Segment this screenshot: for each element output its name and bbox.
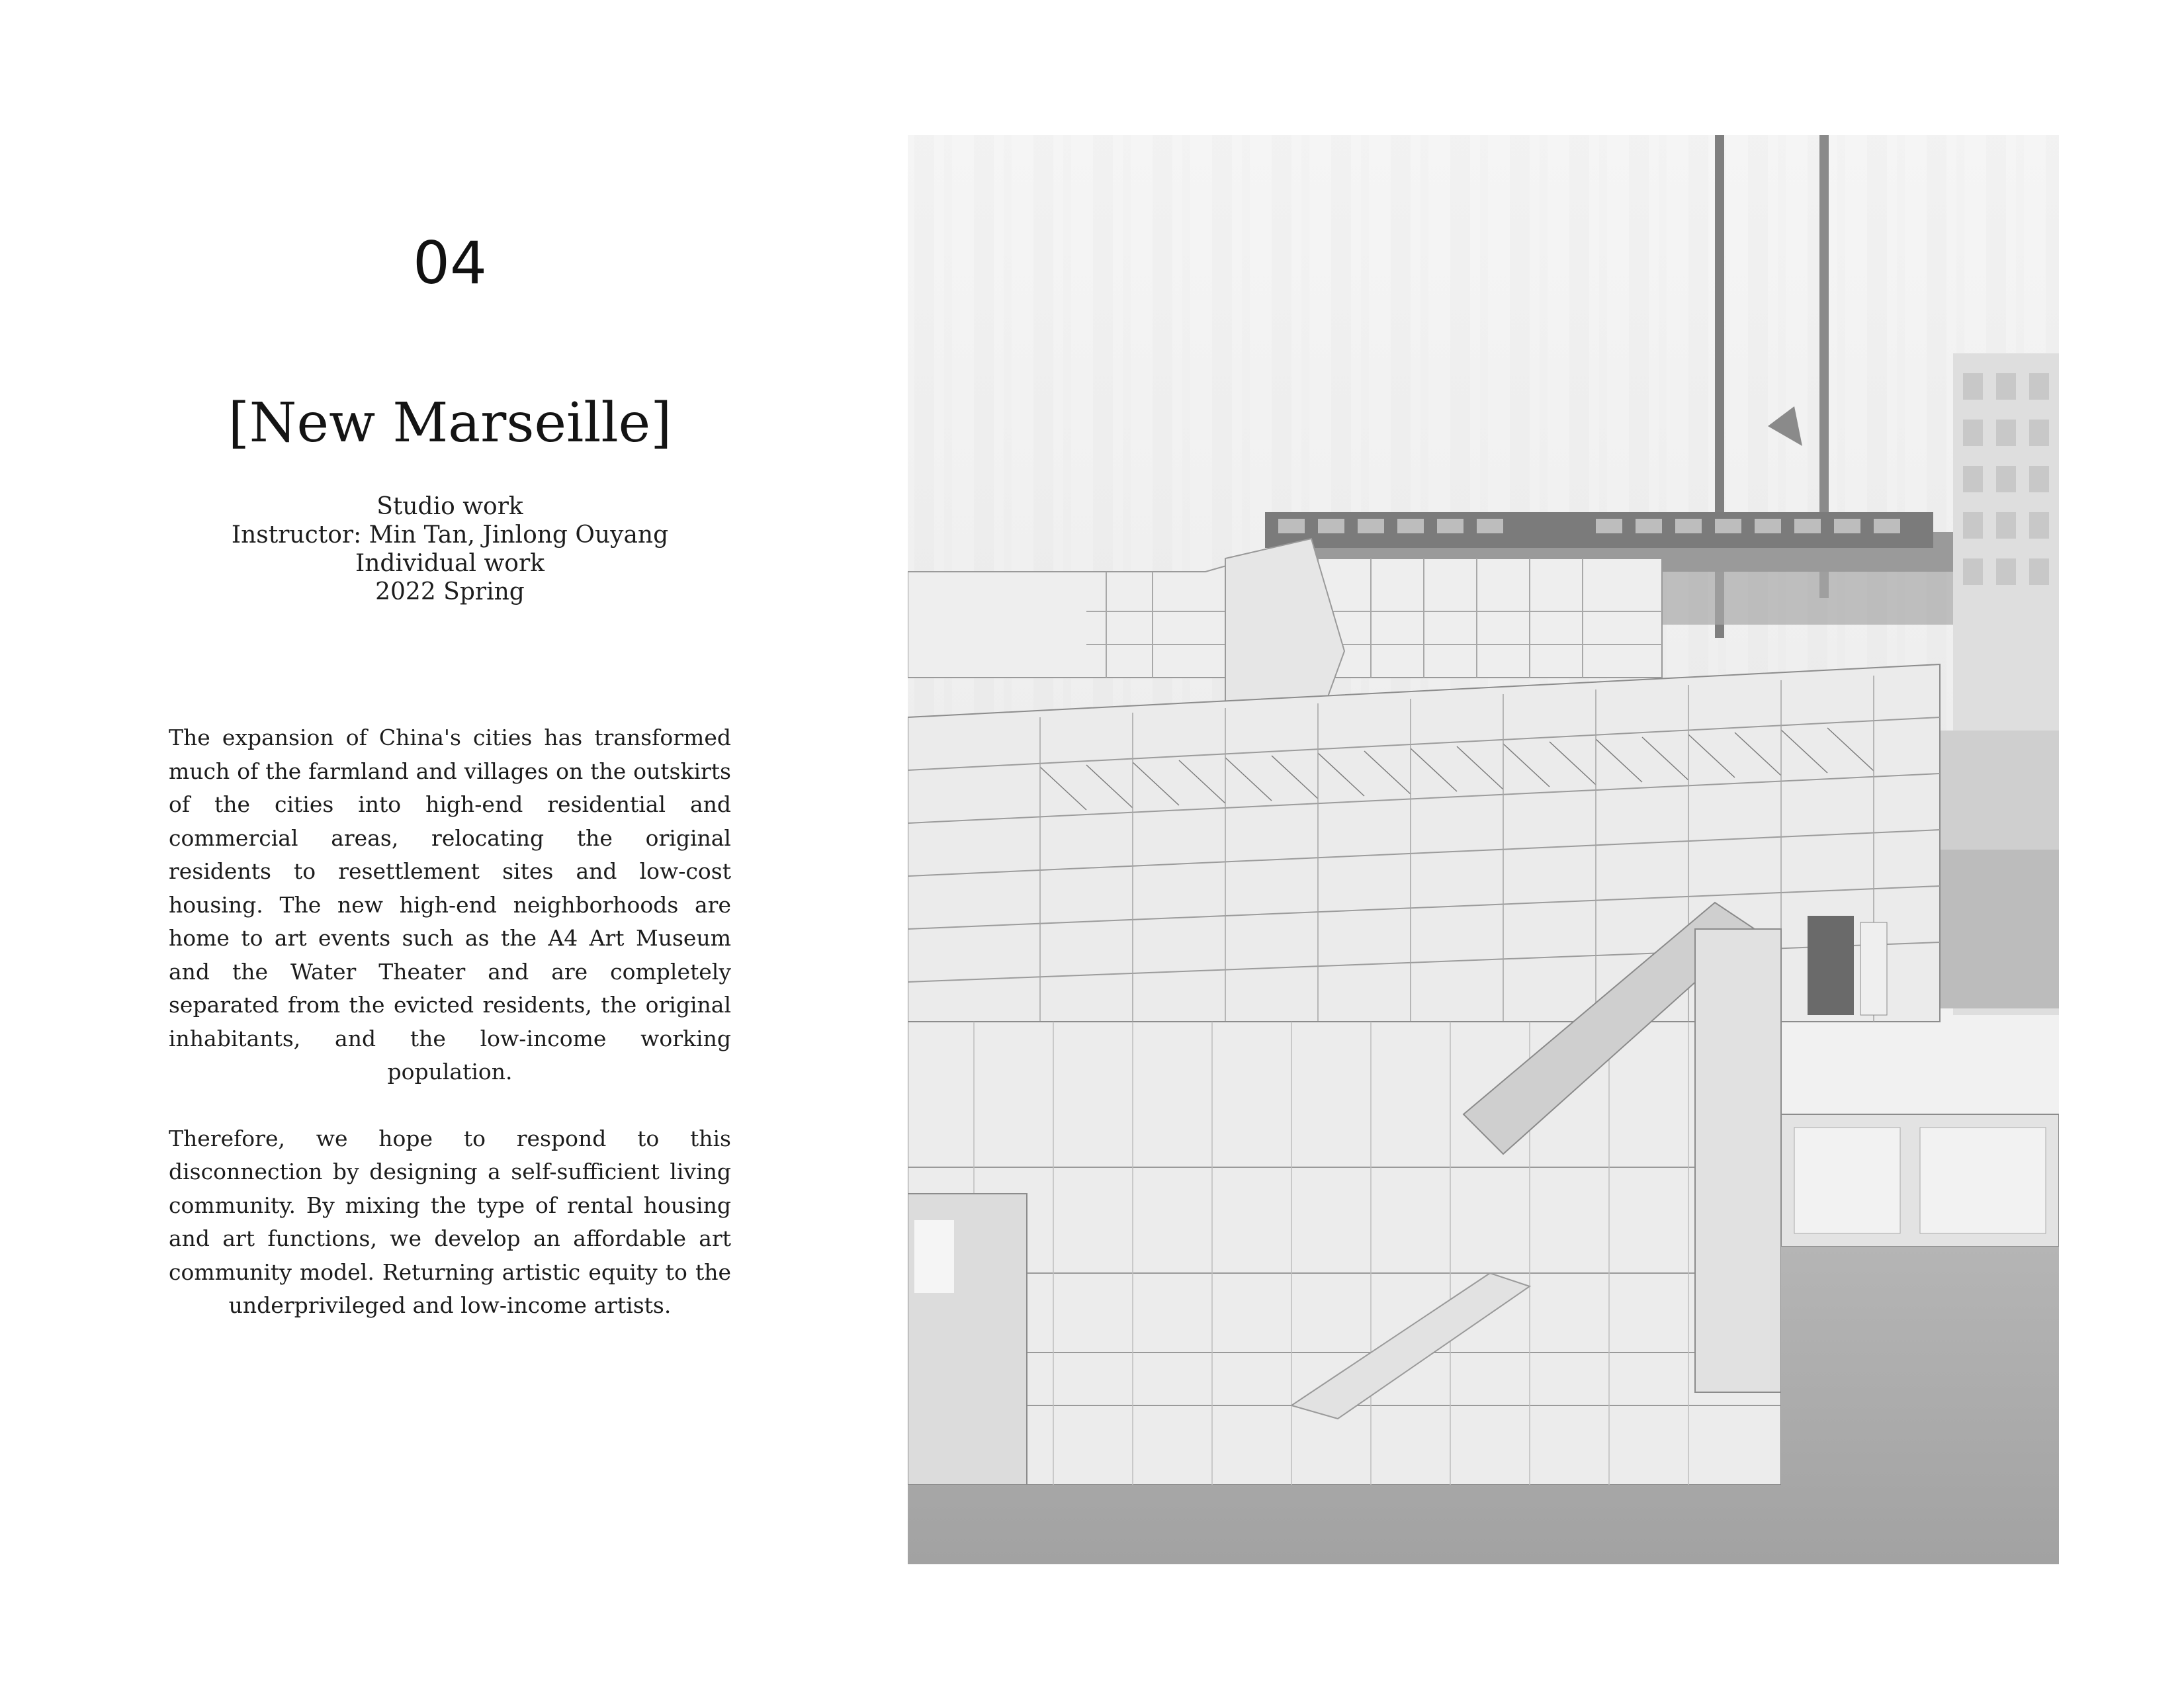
project-meta [119,492,781,606]
description-paragraph-1: The expansion of China's cities has transformed much of the farmland and villages on the outskirts of the cities into high-end residential and commercial areas, relocating the original residents to resettlement sites and low-cost housing. The new high-end neighborhoods are home to art events such as the A4 Art Museum and the Water Theater and are completely separated from the evicted residents, the original inhabitants, and the low-income working population. [169,725,731,1085]
render-svg [908,135,2059,1564]
description-paragraph-2: Therefore, we hope to respond to this disconnection by designing a self-sufficient living community. By mixing the type of rental housing and art functions, we develop an affordable art community model. Returning artistic equity to the underprivileged and low-income artists. [169,1125,731,1318]
meta-term: 2022 Spring [375,578,525,605]
concrete-core [1695,929,1781,1392]
meta-instructor: Instructor: Min Tan, Jinlong Ouyang [231,521,669,549]
meta-individual: Individual work [355,550,545,577]
project-description [169,721,731,1323]
text-column [0,0,887,1688]
artwork-panel-1 [1808,916,1854,1015]
main-residential-block [908,664,1940,1022]
project-title: [New Marseille] [228,392,672,455]
meta-studio: Studio work [376,493,523,520]
architectural-section-render [908,135,2059,1564]
gallery-section [908,1022,1781,1485]
project-number: 04 [413,229,487,297]
